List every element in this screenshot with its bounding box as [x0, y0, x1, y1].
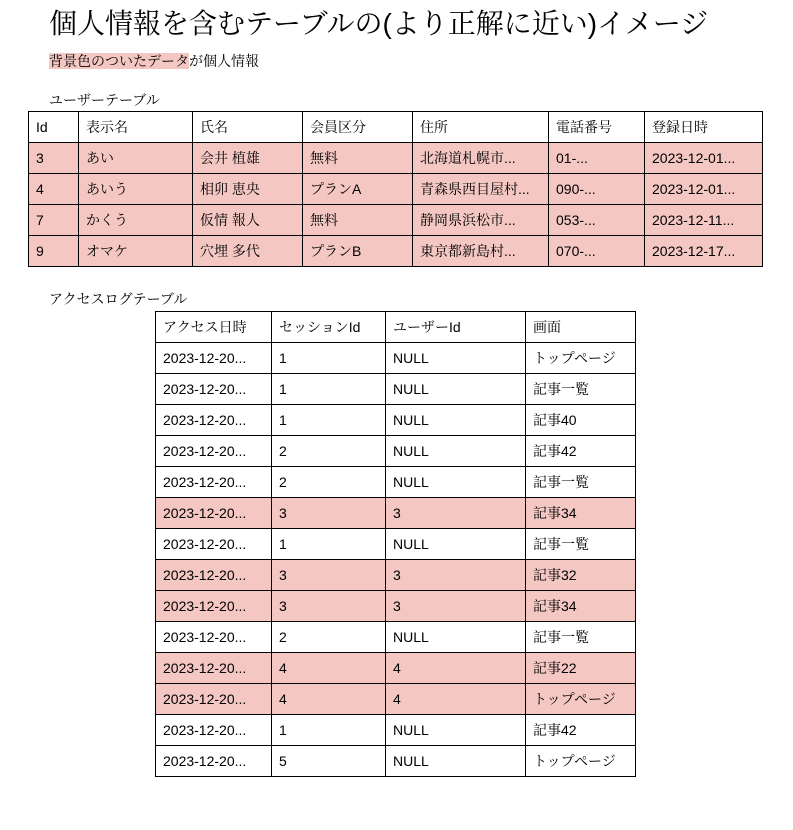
table-row — [156, 746, 636, 777]
table-cell: 記事42 — [526, 715, 636, 746]
table-row — [156, 653, 636, 684]
table-row — [156, 436, 636, 467]
table-cell: 会井 植雄 — [193, 143, 303, 174]
column-header: 表示名 — [79, 112, 193, 143]
column-header: 画面 — [526, 312, 636, 343]
table-cell: 3 — [386, 498, 526, 529]
table-cell: 2023-12-20... — [156, 436, 272, 467]
table-row — [156, 622, 636, 653]
table-cell: 4 — [272, 684, 386, 715]
table-cell: プランB — [303, 236, 413, 267]
table-cell: 2023-12-20... — [156, 715, 272, 746]
column-header: ユーザーId — [386, 312, 526, 343]
table-row — [156, 715, 636, 746]
table-cell: 2023-12-20... — [156, 343, 272, 374]
table-cell: 3 — [29, 143, 79, 174]
access-log-table-label: アクセスログテーブル — [49, 291, 188, 307]
table-cell: 記事42 — [526, 436, 636, 467]
table-cell: 3 — [272, 560, 386, 591]
table-cell: 無料 — [303, 205, 413, 236]
table-cell: 3 — [386, 560, 526, 591]
column-header: 住所 — [413, 112, 549, 143]
table-row — [156, 343, 636, 374]
table-cell: トップページ — [526, 684, 636, 715]
table-cell: 記事一覧 — [526, 467, 636, 498]
table-cell: 記事34 — [526, 591, 636, 622]
table-cell: かくう — [79, 205, 193, 236]
table-cell: NULL — [386, 746, 526, 777]
page-title: 個人情報を含むテーブルの(より正解に近い)イメージ — [49, 8, 709, 39]
table-cell: 2023-12-20... — [156, 405, 272, 436]
legend-highlight-swatch: 背景色のついたデータ — [49, 53, 189, 69]
table-cell: 1 — [272, 529, 386, 560]
table-cell: 記事32 — [526, 560, 636, 591]
table-cell: 01-... — [549, 143, 645, 174]
table-row — [156, 684, 636, 715]
table-row — [29, 174, 763, 205]
user-table-label: ユーザーテーブル — [49, 92, 160, 108]
table-cell: 2023-12-20... — [156, 746, 272, 777]
table-cell: 1 — [272, 374, 386, 405]
table-cell: 東京都新島村... — [413, 236, 549, 267]
table-cell: 1 — [272, 343, 386, 374]
column-header: Id — [29, 112, 79, 143]
table-cell: 090-... — [549, 174, 645, 205]
table-cell: 2023-12-17... — [645, 236, 763, 267]
column-header: 会員区分 — [303, 112, 413, 143]
table-cell: 2 — [272, 436, 386, 467]
table-cell: あい — [79, 143, 193, 174]
table-cell: 2023-12-20... — [156, 529, 272, 560]
column-header: 氏名 — [193, 112, 303, 143]
table-cell: 3 — [386, 591, 526, 622]
table-cell: プランA — [303, 174, 413, 205]
access-log-header-row — [156, 312, 636, 343]
table-cell: 2023-12-20... — [156, 591, 272, 622]
table-cell: 1 — [272, 405, 386, 436]
legend-note — [49, 52, 259, 70]
table-cell: 北海道札幌市... — [413, 143, 549, 174]
table-cell: NULL — [386, 467, 526, 498]
column-header: アクセス日時 — [156, 312, 272, 343]
table-cell: NULL — [386, 405, 526, 436]
table-cell: 2023-12-20... — [156, 560, 272, 591]
table-cell: 穴埋 多代 — [193, 236, 303, 267]
table-row — [156, 498, 636, 529]
column-header: 電話番号 — [549, 112, 645, 143]
table-cell: 3 — [272, 591, 386, 622]
table-cell: NULL — [386, 622, 526, 653]
table-cell: 静岡県浜松市... — [413, 205, 549, 236]
table-cell: 7 — [29, 205, 79, 236]
table-cell: 5 — [272, 746, 386, 777]
table-cell: 070-... — [549, 236, 645, 267]
table-cell: 相卯 恵央 — [193, 174, 303, 205]
table-cell: 4 — [386, 653, 526, 684]
table-cell: 9 — [29, 236, 79, 267]
table-cell: 4 — [29, 174, 79, 205]
table-cell: 記事一覧 — [526, 529, 636, 560]
table-row — [29, 143, 763, 174]
table-cell: 青森県西目屋村... — [413, 174, 549, 205]
table-cell: 2023-12-20... — [156, 653, 272, 684]
table-cell: 記事40 — [526, 405, 636, 436]
column-header: セッションId — [272, 312, 386, 343]
table-cell: NULL — [386, 529, 526, 560]
table-cell: 2023-12-20... — [156, 622, 272, 653]
table-cell: 053-... — [549, 205, 645, 236]
table-row — [156, 374, 636, 405]
table-cell: 3 — [272, 498, 386, 529]
legend-text: が個人情報 — [189, 53, 259, 69]
table-cell: 仮情 報人 — [193, 205, 303, 236]
table-row — [29, 205, 763, 236]
table-cell: 記事22 — [526, 653, 636, 684]
table-cell: 1 — [272, 715, 386, 746]
table-row — [156, 560, 636, 591]
user-table — [28, 111, 763, 267]
table-cell: NULL — [386, 436, 526, 467]
table-cell: 記事34 — [526, 498, 636, 529]
access-log-table — [155, 311, 636, 777]
table-cell: NULL — [386, 715, 526, 746]
table-cell: 4 — [386, 684, 526, 715]
table-cell: 4 — [272, 653, 386, 684]
user-table-header-row — [29, 112, 763, 143]
column-header: 登録日時 — [645, 112, 763, 143]
table-cell: 記事一覧 — [526, 622, 636, 653]
table-cell: 2023-12-20... — [156, 498, 272, 529]
table-cell: 2023-12-20... — [156, 467, 272, 498]
table-row — [29, 236, 763, 267]
table-row — [156, 405, 636, 436]
table-cell: 2 — [272, 467, 386, 498]
table-cell: 2023-12-01... — [645, 143, 763, 174]
table-cell: 記事一覧 — [526, 374, 636, 405]
table-cell: 無料 — [303, 143, 413, 174]
table-cell: NULL — [386, 343, 526, 374]
table-cell: 2023-12-20... — [156, 684, 272, 715]
table-cell: 2023-12-11... — [645, 205, 763, 236]
table-cell: オマケ — [79, 236, 193, 267]
table-cell: トップページ — [526, 343, 636, 374]
table-row — [156, 529, 636, 560]
table-cell: 2023-12-20... — [156, 374, 272, 405]
table-cell: 2023-12-01... — [645, 174, 763, 205]
table-cell: トップページ — [526, 746, 636, 777]
table-cell: 2 — [272, 622, 386, 653]
table-cell: あいう — [79, 174, 193, 205]
table-row — [156, 467, 636, 498]
table-cell: NULL — [386, 374, 526, 405]
table-row — [156, 591, 636, 622]
